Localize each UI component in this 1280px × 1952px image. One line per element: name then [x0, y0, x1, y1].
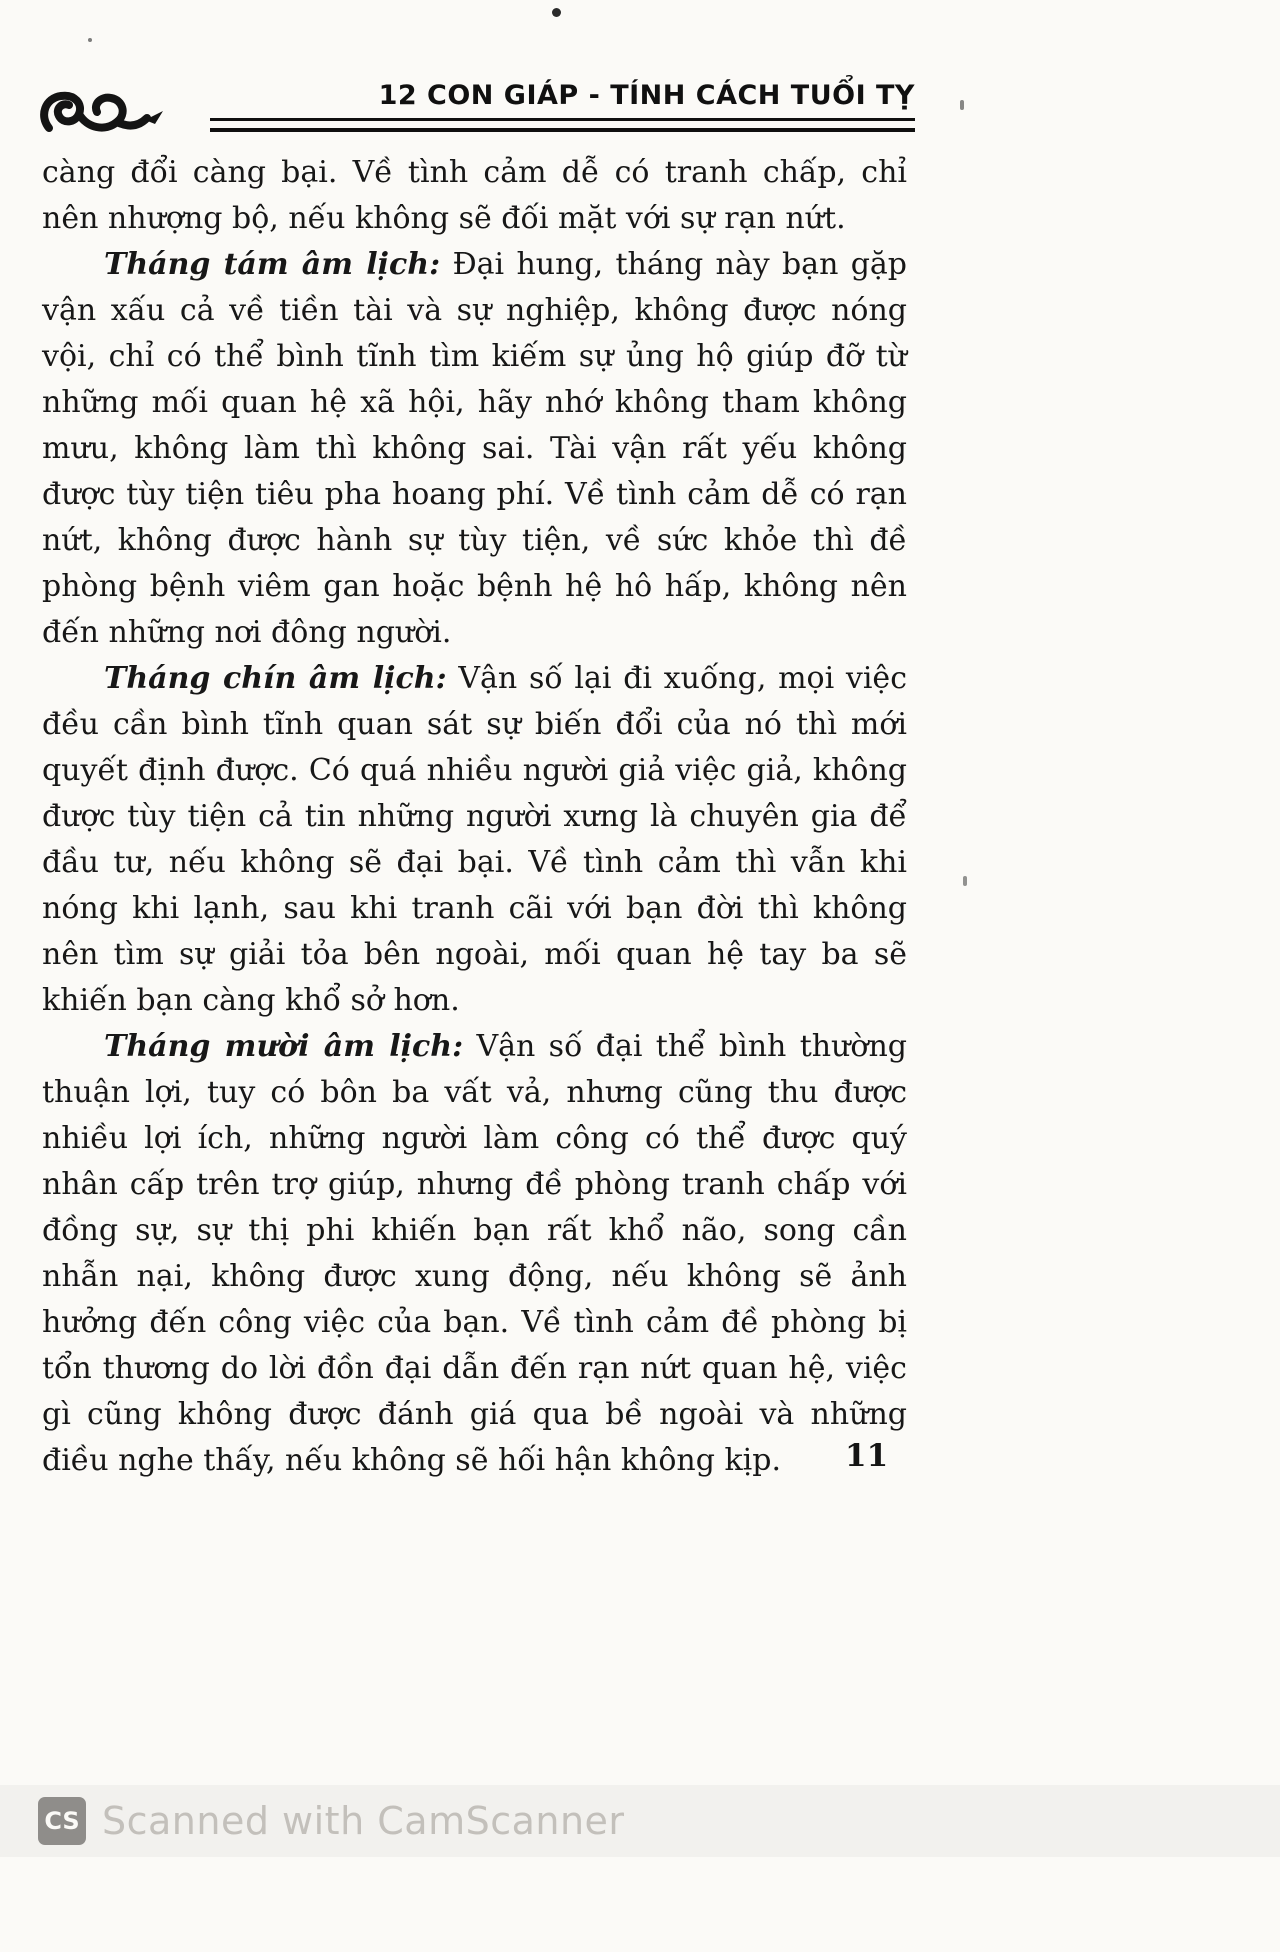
body-text — [42, 150, 907, 1484]
paragraph — [42, 656, 907, 1024]
paragraph-text: càng đổi càng bại. Về tình cảm dễ có tranh chấp, chỉ nên nhượng bộ, nếu không sẽ đối mặt với sự rạn nứt. — [42, 155, 907, 236]
scan-speck — [960, 100, 964, 110]
camscanner-text: Scanned with CamScanner — [102, 1799, 625, 1843]
page-header — [35, 66, 915, 146]
paragraph — [42, 1024, 907, 1484]
camscanner-logo: CS — [38, 1797, 86, 1845]
paragraph-lead: Tháng chín âm lịch: — [104, 661, 447, 696]
page-title: 12 CON GIÁP - TÍNH CÁCH TUỔI TỴ — [378, 80, 915, 111]
paragraph — [42, 242, 907, 656]
camscanner-bar — [0, 1785, 1280, 1857]
paragraph-text: Vận số lại đi xuống, mọi việc đều cần bình tĩnh quan sát sự biến đổi của nó thì mới quyết định được. Có quá nhiều người giả việc giả, không được tùy tiện cả tin những người xưng là chuyên gia để đầu tư, nếu không sẽ đại bại. Về tình cảm thì vẫn khi nóng khi lạnh, sau khi tranh cãi với bạn đời thì không nên tìm sự giải tỏa bên ngoài, mối quan hệ tay ba sẽ khiến bạn càng khổ sở hơn. — [42, 661, 907, 1018]
scan-speck — [88, 38, 92, 42]
paragraph-text: Đại hung, tháng này bạn gặp vận xấu cả về tiền tài và sự nghiệp, không được nóng vội, chỉ có thể bình tĩnh tìm kiếm sự ủng hộ giúp đỡ từ những mối quan hệ xã hội, hãy nhớ không tham không mưu, không làm thì không sai. Tài vận rất yếu không được tùy tiện tiêu pha hoang phí. Về tình cảm dễ có rạn nứt, không được hành sự tùy tiện, về sức khỏe thì đề phòng bệnh viêm gan hoặc bệnh hệ hô hấp, không nên đến những nơi đông người. — [42, 247, 907, 650]
header-rule — [210, 118, 915, 132]
scan-speck — [552, 8, 561, 17]
page-number: 11 — [845, 1438, 889, 1474]
paragraph-text: Vận số đại thể bình thường thuận lợi, tuy có bôn ba vất vả, nhưng cũng thu được nhiều lợi ích, những người làm công có thể được quý nhân cấp trên trợ giúp, nhưng đề phòng tranh chấp với đồng sự, sự thị phi khiến bạn rất khổ não, song cần nhẫn nại, không được xung động, nếu không sẽ ảnh hưởng đến công việc của bạn. Về tình cảm đề phòng bị tổn thương do lời đồn đại dẫn đến rạn nứt quan hệ, việc gì cũng không được đánh giá qua bề ngoài và những điều nghe thấy, nếu không sẽ hối hận không kịp. — [42, 1029, 907, 1478]
snake-icon — [35, 76, 170, 146]
paragraph-lead: Tháng mười âm lịch: — [104, 1029, 464, 1064]
paragraph-lead: Tháng tám âm lịch: — [104, 247, 441, 282]
paragraph — [42, 150, 907, 242]
scan-speck — [963, 876, 967, 886]
